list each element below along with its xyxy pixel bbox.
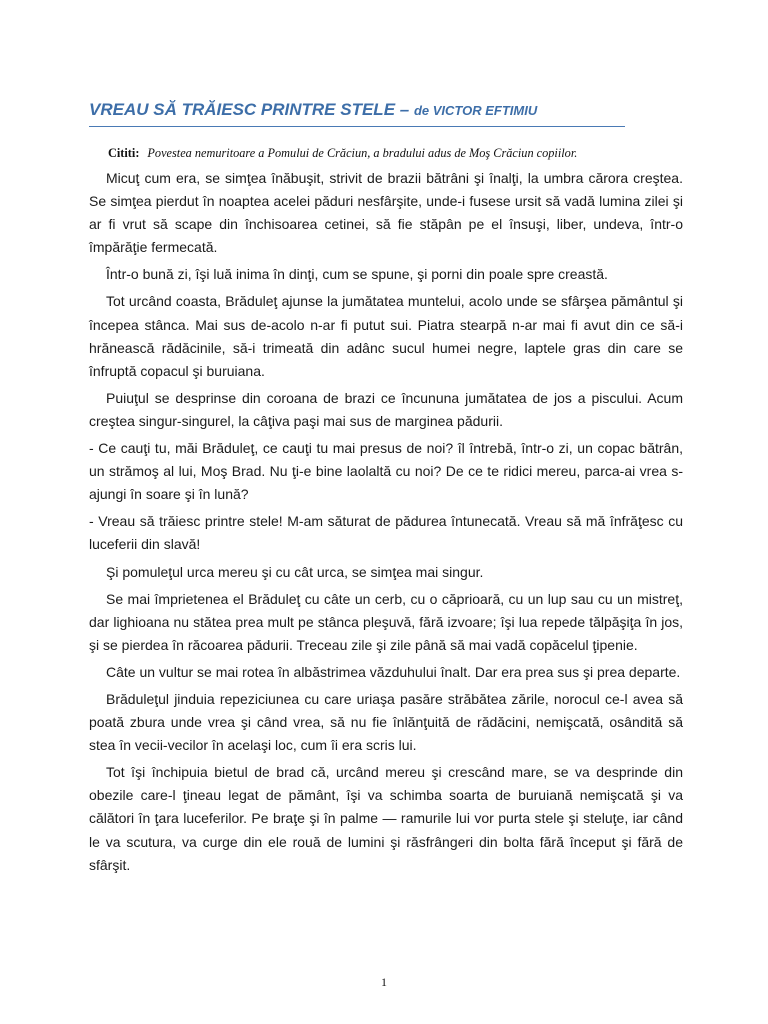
paragraph: Tot îşi închipuia bietul de brad că, urcând mereu şi crescând mare, se va desprinde din obezile care-l ţineau legat de pământ, îşi va schimba soarta de buruiană nemişcată şi va călători în ţara luceferilor. Pe braţe şi în palme — ramurile lui vor purta stele şi steluţe, iar când le va scutura, va curge din ele rouă de lumini şi răsfrângeri din bolta fără început şi fără de sfârşit. [89, 764, 683, 873]
paragraph: Câte un vultur se mai rotea în albăstrimea văzduhului înalt. Dar era prea sus şi prea departe. [106, 663, 681, 680]
paragraph: Într-o bună zi, îşi luă inima în dinţi, cum se spune, şi porni din poale spre creastă. [106, 266, 608, 283]
document-title [89, 99, 629, 122]
story-body [89, 167, 683, 881]
epigraph [108, 144, 708, 162]
paragraph: Micuţ cum era, se simţea înăbuşit, strivit de brazii bătrâni şi înalţi, la umbra cărora creştea. Se simţea pierdut în noaptea acelei păduri nesfârşite, unde-i fusese ursit să vadă lumina zilei şi ar fi vrut să scape din închisoarea cetinei, să fie stăpân pe el însuşi, liber, undeva, într-o împărăţie fermecată. [89, 170, 683, 256]
epigraph-text: Povestea nemuritoare a Pomului de Crăciun, a bradului adus de Moş Crăciun copiilor. [147, 146, 578, 160]
paragraph: Şi pomuleţul urca mereu şi cu cât urca, se simţea mai singur. [106, 563, 484, 580]
title-underline [89, 126, 625, 127]
dialogue-paragraph: - Vreau să trăiesc printre stele! M-am săturat de pădurea întunecată. Vreau să mă înfrăţesc cu luceferii din slavă! [89, 513, 683, 553]
dialogue-paragraph: - Ce cauţi tu, măi Brăduleţ, ce cauţi tu mai presus de noi? îl întrebă, într-o zi, un copac bătrân, un strămoş al lui, Moş Brad. Nu ţi-e bine laolaltă cu noi? De ce te ridici mereu, parca-ai vrea s-ajungi în soare şi în lună? [89, 440, 683, 503]
paragraph: Puiuţul se desprinse din coroana de brazi ce încununa jumătatea de jos a piscului. Acum creştea singur-singurel, la câţiva paşi mai sus de marginea pădurii. [89, 389, 683, 429]
epigraph-label: Cititi: [108, 146, 140, 160]
paragraph: Tot urcând coasta, Brăduleţ ajunse la jumătatea muntelui, acolo unde se sfârşea pământul şi începea stânca. Mai sus de-acolo n-ar fi putut sui. Piatra stearpă n-ar mai fi avut din ce să-i hrănească rădăcinile, să-i trimeată din adânc sucul humei negre, laptele gras din care se înfruptă copacul şi buruiana. [89, 293, 683, 379]
page-number: 1 [381, 975, 387, 989]
paragraph: Brăduleţul jinduia repeziciunea cu care uriaşa pasăre străbătea zările, norocul ce-l avea să poată zbura unde vrea şi când vrea, să nu fie înlănţuită de rădăcini, nemişcată, osândită să stea în vecii-vecilor în acelaşi loc, cum îi era scris lui. [89, 690, 683, 754]
title-byline: de VICTOR EFTIMIU [413, 103, 538, 118]
paragraph: Se mai împrietenea el Brăduleţ cu câte un cerb, cu o căprioară, cu un lup sau cu un mistreţ, dar lighioana nu stătea prea mult pe stânca pleşuvă, fără izvoare; îşi lua repede tălpăşiţa în jos, şi se pierdea în răcoarea pădurii. Treceau zile şi zile până să mai vadă copăcelul ţipenie. [89, 590, 683, 653]
title-main: VREAU SĂ TRĂIESC PRINTRE STELE – [89, 100, 414, 119]
